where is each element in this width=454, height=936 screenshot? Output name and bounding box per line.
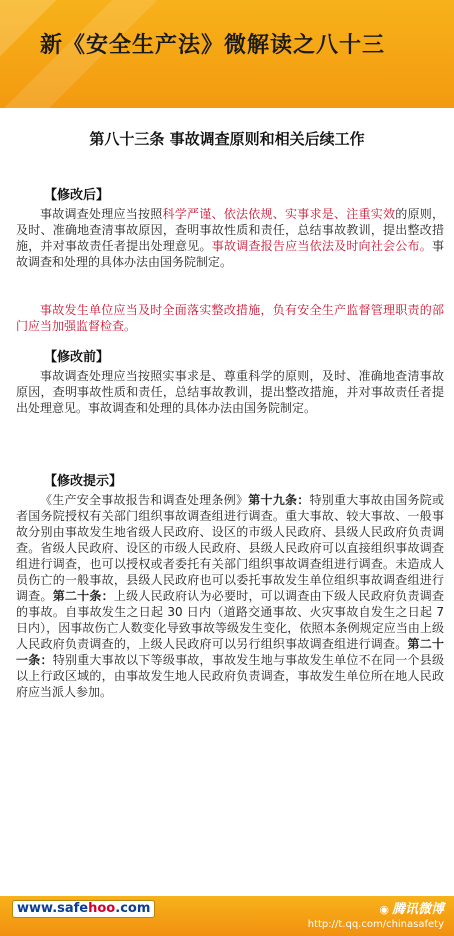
weibo-info	[308, 898, 444, 930]
weibo-icon: ◉	[379, 903, 389, 916]
after-paragraph-1: 事故调查处理应当按照科学严谨、依法依规、实事求是、注重实效的原则，及时、准确地查清事故原因，查明事故性质和责任，总结事故教训，提出整改措施，并对事故责任者提出处理意见。事故调查报告应当依法及时向社会公布。事故调查和处理的具体办法由国务院制定。	[16, 207, 444, 269]
banner-title: 新《安全生产法》微解读之八十三	[40, 32, 386, 58]
weibo-url[interactable]: http://t.qq.com/chinasafety	[307, 919, 444, 930]
weibo-brand[interactable]: ◉ 腾讯微博	[379, 902, 444, 917]
safehoo-logo: www.safehoo.com	[12, 900, 155, 918]
section-heading-before: 【修改前】	[44, 350, 110, 365]
section-heading-after: 【修改后】	[44, 188, 110, 203]
before-paragraph: 事故调查处理应当按照实事求是、尊重科学的原则，及时、准确地查清事故原因，查明事故性质和责任，总结事故教训，提出整改措施，并对事故责任者提出处理意见。事故调查和处理的具体办法由国务院制定。	[16, 369, 444, 415]
article-title: 第八十三条 事故调查原则和相关后续工作	[89, 130, 365, 148]
header-banner	[0, 0, 454, 108]
tips-paragraph: 《生产安全事故报告和调查处理条例》第十九条：特别重大事故由国务院或者国务院授权有关部门组织事故调查组进行调查。重大事故、较大事故、一般事故分别由事故发生地省级人民政府、设区的市级人民政府、县级人民政府负责调查。省级人民政府、设区的市级人民政府、县级人民政府可以直接组织事故调查组进行调查，也可以授权或者委托有关部门组织事故调查组进行调查。未造成人员伤亡的一般事故，县级人民政府也可以委托事故发生单位组织事故调查组进行调查。第二十条：上级人民政府认为必要时，可以调查由下级人民政府负责调查的事故。自事故发生之日起 30 日内（道路交通事故、火灾事故自发生之日起 7 日内），因事故伤亡人数变化导致事故等级发生变化，依照本条例规定应当由上级人民政府负责调查的，上级人民政府可以另行组织事故调查组进行调查。第二十一条：特别重大事故以下等级事故，事故发生地与事故发生单位不在同一个县级以上行政区域的，由事故发生地人民政府负责调查，事故发生单位所在地人民政府应当派人参加。	[16, 493, 444, 699]
section-heading-tips: 【修改提示】	[44, 474, 123, 489]
after-paragraph-2: 事故发生单位应当及时全面落实整改措施，负有安全生产监督管理职责的部门应当加强监督检查。	[16, 303, 444, 333]
